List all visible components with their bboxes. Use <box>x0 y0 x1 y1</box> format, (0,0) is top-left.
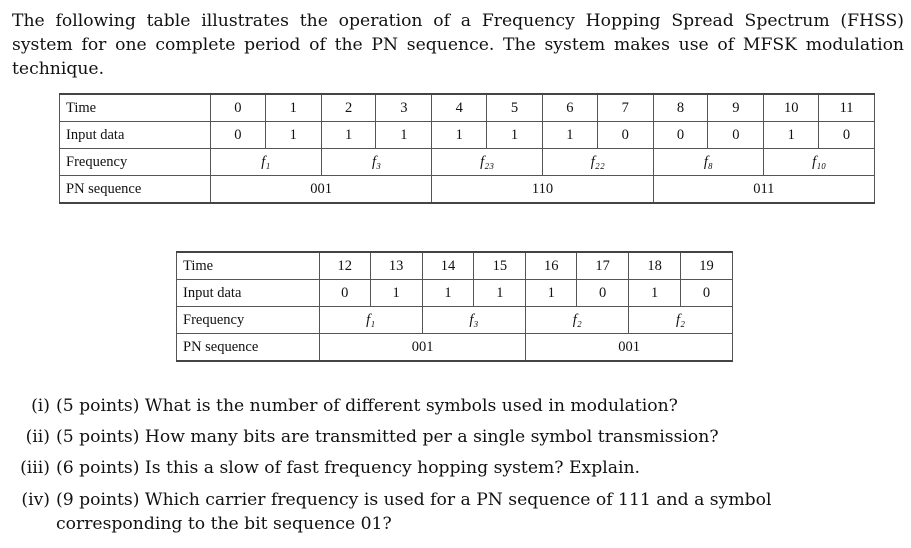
row-label-input: Input data <box>60 122 211 149</box>
time-cell: 16 <box>526 252 577 280</box>
question-4 <box>0 488 911 538</box>
input-cell: 1 <box>321 122 376 149</box>
question-text: (5 points) What is the number of different symbols used in modulation? <box>56 396 678 416</box>
fhss-table-1 <box>59 93 875 204</box>
input-cell: 1 <box>542 122 597 149</box>
row-label-input: Input data <box>177 280 320 307</box>
row-label-frequency: Frequency <box>177 307 320 334</box>
table-row <box>60 176 875 204</box>
table-row <box>177 334 733 362</box>
pn-cell: 001 <box>526 334 733 362</box>
time-cell: 12 <box>319 252 370 280</box>
time-cell: 5 <box>487 94 543 122</box>
frequency-cell: f₈ <box>653 149 764 176</box>
input-cell: 1 <box>474 280 526 307</box>
input-cell: 0 <box>653 122 708 149</box>
row-label-frequency: Frequency <box>60 149 211 176</box>
input-cell: 1 <box>764 122 819 149</box>
table-row <box>177 280 733 307</box>
pn-cell: 011 <box>653 176 874 204</box>
time-cell: 15 <box>474 252 526 280</box>
row-label-pn: PN sequence <box>60 176 211 204</box>
intro-paragraph: The following table illustrates the operation of a Frequency Hopping Spread Spectrum (FHSS) system for one complete period of the PN sequence. The system makes use of MFSK modulation technique. <box>12 11 904 79</box>
input-cell: 1 <box>526 280 577 307</box>
question-text: (5 points) How many bits are transmitted per a single symbol transmission? <box>56 427 719 447</box>
question-3 <box>0 456 911 480</box>
question-number: (iii) <box>20 458 50 478</box>
frequency-cell: f₂₃ <box>432 149 543 176</box>
row-label-time: Time <box>60 94 211 122</box>
table-row <box>177 307 733 334</box>
time-cell: 3 <box>376 94 432 122</box>
time-cell: 11 <box>819 94 875 122</box>
time-cell: 14 <box>422 252 474 280</box>
question-number: (iv) <box>21 490 50 510</box>
frequency-cell: f₃ <box>321 149 432 176</box>
frequency-cell: f₂₂ <box>542 149 653 176</box>
frequency-cell: f₁ <box>319 307 422 334</box>
time-cell: 18 <box>629 252 681 280</box>
input-cell: 1 <box>265 122 321 149</box>
frequency-cell: f₂ <box>526 307 629 334</box>
frequency-cell: f₂ <box>629 307 733 334</box>
time-cell: 1 <box>265 94 321 122</box>
question-1 <box>0 394 911 418</box>
time-cell: 9 <box>708 94 764 122</box>
input-cell: 0 <box>597 122 653 149</box>
input-cell: 1 <box>487 122 543 149</box>
input-cell: 1 <box>629 280 681 307</box>
input-cell: 1 <box>422 280 474 307</box>
frequency-cell: f₃ <box>422 307 526 334</box>
input-cell: 0 <box>708 122 764 149</box>
time-cell: 0 <box>211 94 266 122</box>
fhss-table-2 <box>176 251 733 362</box>
input-cell: 0 <box>319 280 370 307</box>
question-2 <box>0 425 911 449</box>
pn-cell: 001 <box>211 176 432 204</box>
question-text: (9 points) Which carrier frequency is used for a PN sequence of 111 and a symbol corresponding to the bit sequence 01? <box>56 490 772 534</box>
time-cell: 6 <box>542 94 597 122</box>
row-label-pn: PN sequence <box>177 334 320 362</box>
table-row <box>60 122 875 149</box>
time-cell: 19 <box>681 252 733 280</box>
time-cell: 7 <box>597 94 653 122</box>
table-row <box>60 149 875 176</box>
input-cell: 0 <box>681 280 733 307</box>
table-row <box>177 252 733 280</box>
frequency-cell: f₁ <box>211 149 322 176</box>
input-cell: 1 <box>432 122 487 149</box>
input-cell: 1 <box>376 122 432 149</box>
row-label-time: Time <box>177 252 320 280</box>
table-row <box>60 94 875 122</box>
frequency-cell: f₁₀ <box>764 149 875 176</box>
time-cell: 17 <box>577 252 629 280</box>
time-cell: 10 <box>764 94 819 122</box>
question-number: (ii) <box>25 427 50 447</box>
input-cell: 0 <box>577 280 629 307</box>
input-cell: 1 <box>370 280 422 307</box>
pn-cell: 110 <box>432 176 653 204</box>
input-cell: 0 <box>211 122 266 149</box>
question-number: (i) <box>31 396 50 416</box>
input-cell: 0 <box>819 122 875 149</box>
pn-cell: 001 <box>319 334 526 362</box>
time-cell: 4 <box>432 94 487 122</box>
time-cell: 8 <box>653 94 708 122</box>
time-cell: 13 <box>370 252 422 280</box>
question-text: (6 points) Is this a slow of fast frequency hopping system? Explain. <box>56 458 641 478</box>
time-cell: 2 <box>321 94 376 122</box>
